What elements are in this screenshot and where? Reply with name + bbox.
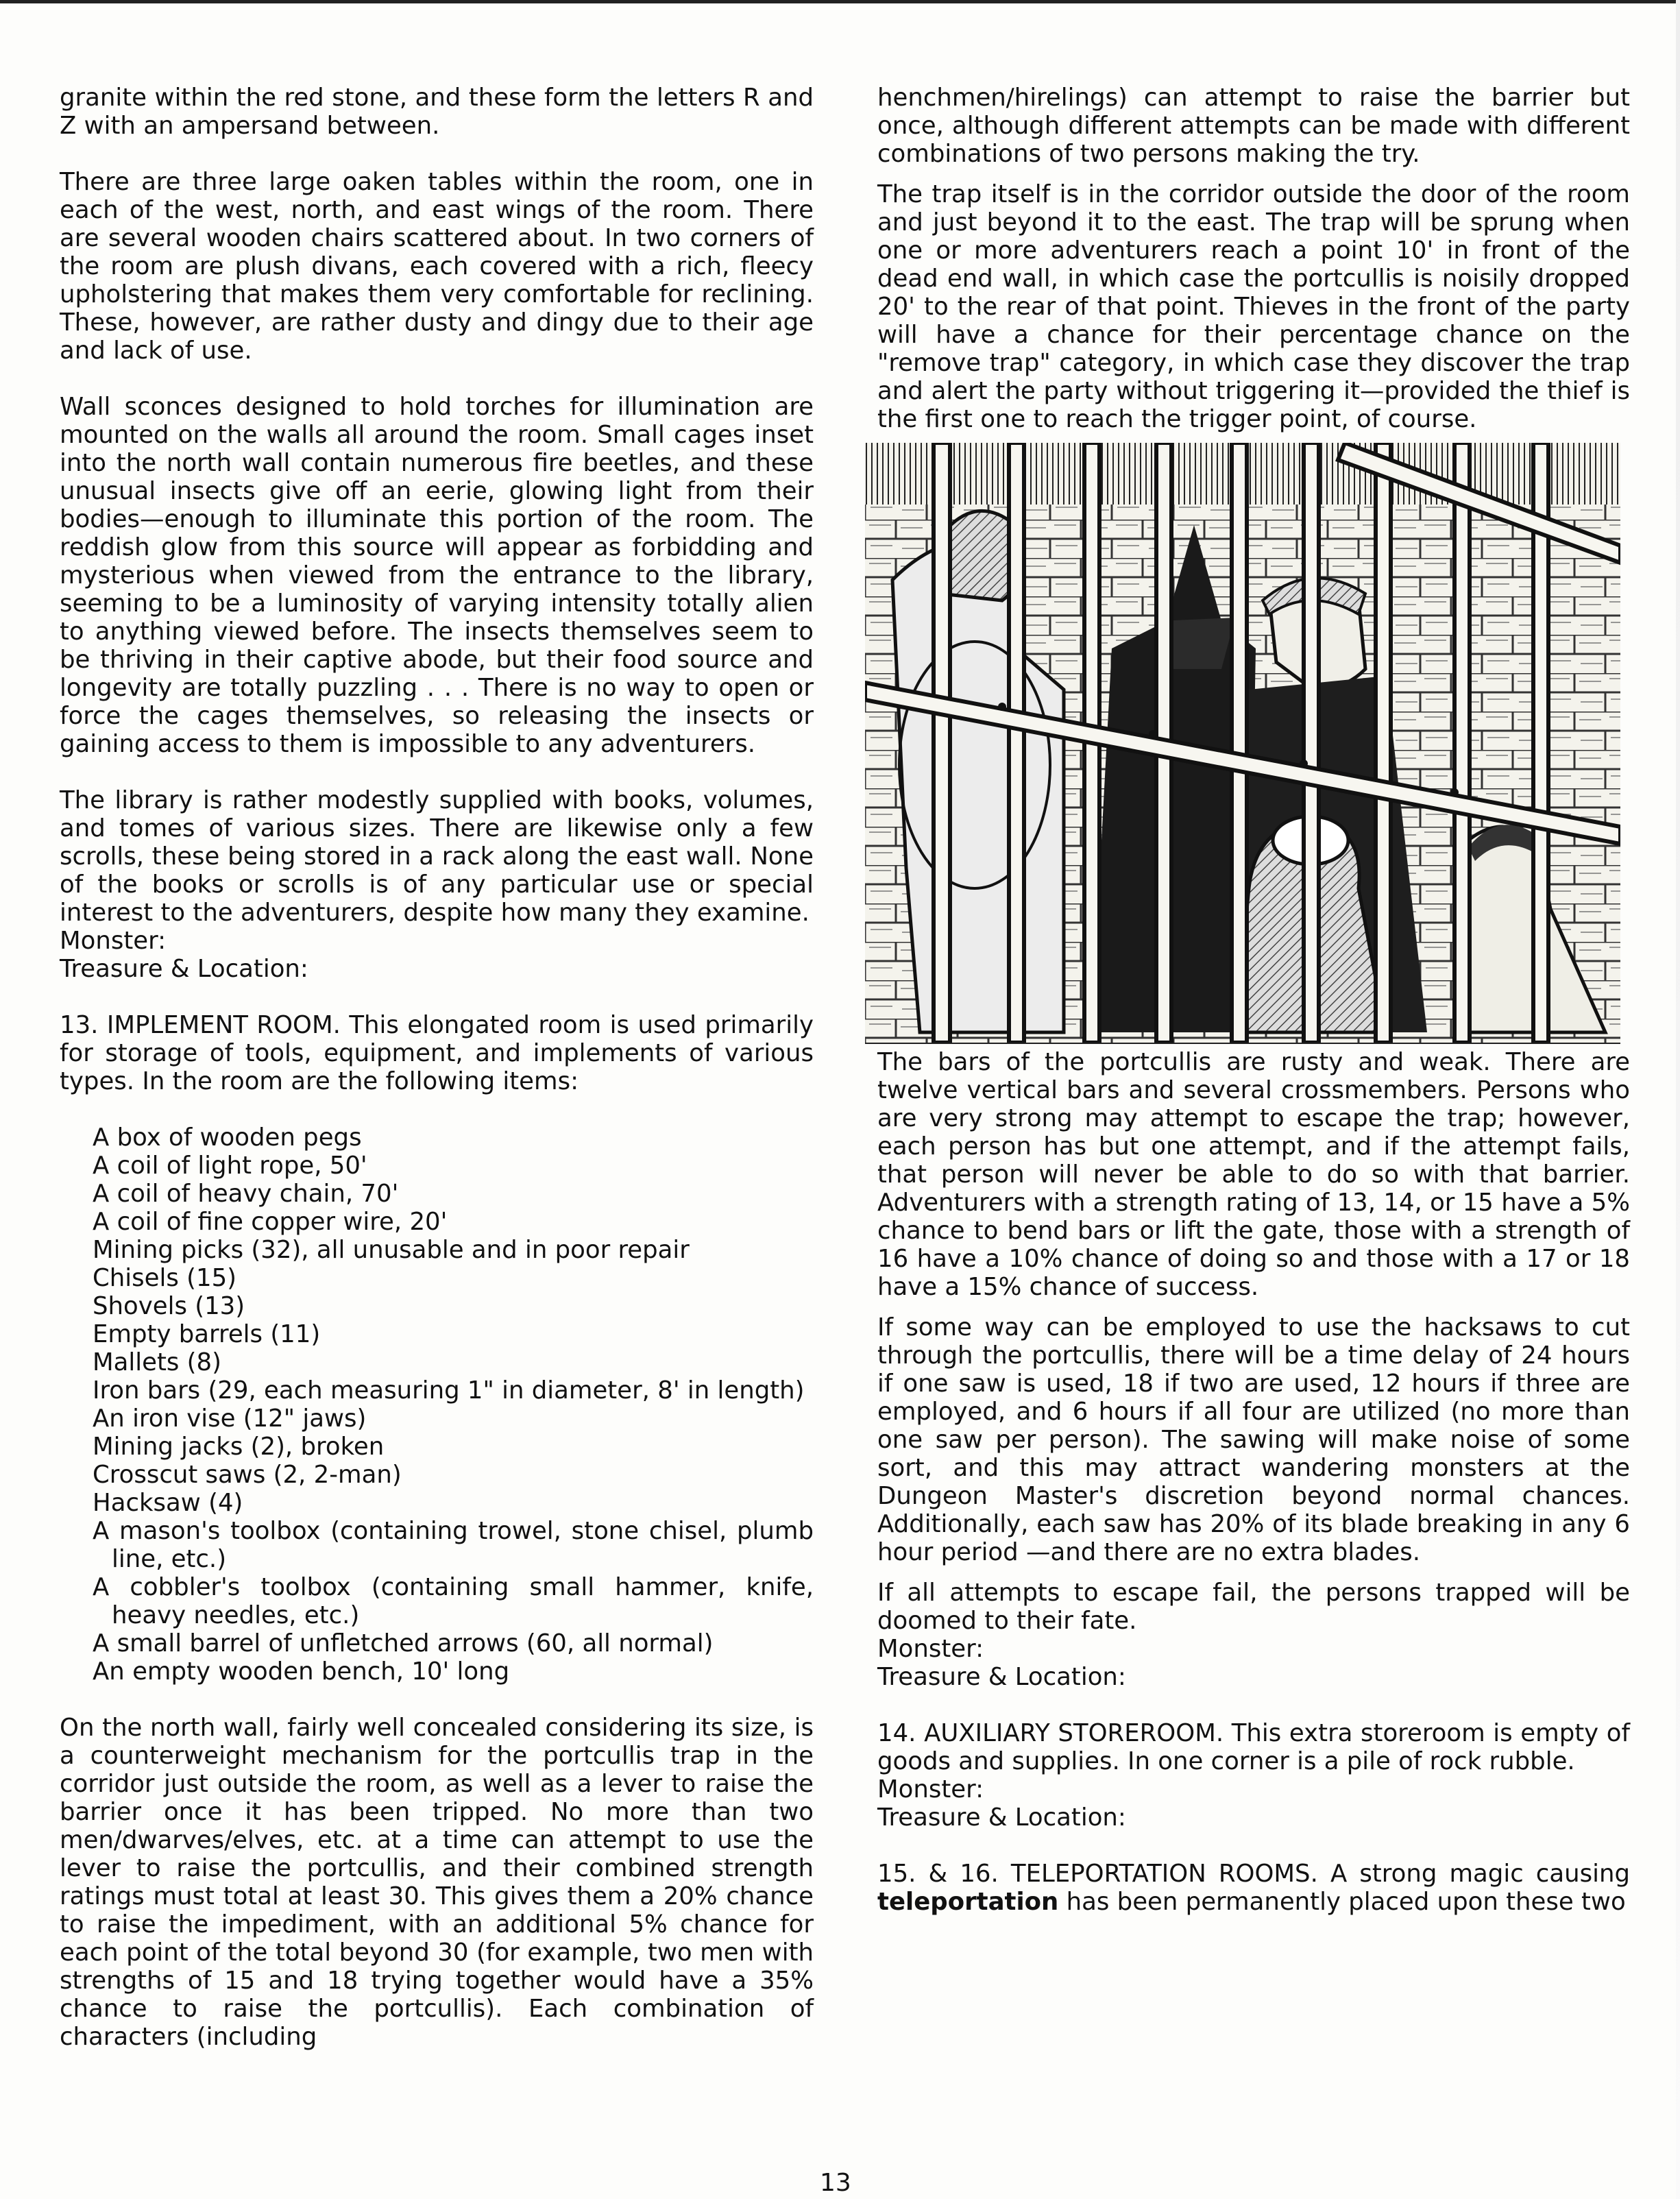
room-15-16-heading: 15. & 16. TELEPORTATION ROOMS. bbox=[877, 1860, 1318, 1888]
list-item: A cobbler's toolbox (containing small hammer, knife, heavy needles, etc.) bbox=[93, 1573, 814, 1629]
list-item: Mallets (8) bbox=[93, 1348, 221, 1376]
list-item: An empty wooden bench, 10' long bbox=[93, 1657, 510, 1686]
treasure-label-right: Treasure & Location: bbox=[877, 1663, 1126, 1691]
page-number: 13 bbox=[820, 2169, 851, 2197]
illustration-svg bbox=[865, 443, 1620, 1043]
fate-paragraph: If all attempts to escape fail, the persons trapped will be doomed to their fate. bbox=[877, 1579, 1630, 1635]
left-column bbox=[60, 84, 814, 2051]
list-item: Mining picks (32), all unusable and in poor repair bbox=[93, 1236, 690, 1264]
room-13-heading: 13. IMPLEMENT ROOM. bbox=[60, 1011, 341, 1039]
room-14-heading: 14. AUXILIARY STOREROOM. bbox=[877, 1719, 1224, 1747]
library-paragraph-1: granite within the red stone, and these form the letters R and Z with an ampersand between. bbox=[60, 84, 814, 140]
hacksaw-paragraph: If some way can be employed to use the hacksaws to cut through the portcullis, there will be a time delay of 24 hours if one saw is used, 18 if two are used, 12 hours if three are employed, and 6 hours if all four are utilized (no more than one saw per person). The sawing will make noise of some sort, and this may attract wandering monsters at the Dungeon Master's discretion beyond normal chances. Additionally, each saw has 20% of its blade breaking in any 6 hour period —and there are no extra blades. bbox=[877, 1313, 1630, 1566]
list-item: Empty barrels (11) bbox=[93, 1320, 321, 1348]
portcullis-bars bbox=[934, 443, 1548, 1043]
library-paragraph-3: Wall sconces designed to hold torches for illumination are mounted on the walls all around the room. Small cages inset into the north wall contain numerous fire beetles, and these unusual insects give off an eerie, glowing light from their bodies—enough to illuminate this portion of the room. The reddish glow from this source will appear as forbidding and mysterious when viewed from the entrance to the library, seeming to be a luminosity of varying intensity totally alien to anything viewed before. The insects themselves seem to be thriving in their captive abode, but their food source and longevity are totally puzzling . . . There is no way to open or force the cages themselves, so releasing the insects or gaining access to them is impossible to any adventurers. bbox=[60, 393, 814, 758]
barrier-paragraph: henchmen/hirelings) can attempt to raise the barrier but once, although different attempts can be made with different combinations of two persons making the try. bbox=[877, 84, 1630, 168]
teleportation-term: teleportation bbox=[877, 1888, 1059, 1916]
monster-label: Monster: bbox=[60, 927, 167, 955]
room-15-16-entry bbox=[877, 1860, 1630, 1916]
list-item: A coil of light rope, 50' bbox=[93, 1152, 367, 1180]
room-13-intro: This elongated room is used primarily for storage of tools, equipment, and implements of various types. In the room are the following items: bbox=[60, 1011, 814, 1095]
monster-label-right: Monster: bbox=[877, 1635, 984, 1663]
room-14-text: This extra storeroom is empty of goods and supplies. In one corner is a pile of rock rubble. bbox=[877, 1719, 1631, 1775]
list-item: Iron bars (29, each measuring 1" in diameter, 8' in length) bbox=[93, 1376, 805, 1405]
room-15-16-text-b: has been permanently placed upon these two bbox=[1066, 1888, 1626, 1916]
list-item: Chisels (15) bbox=[93, 1264, 237, 1292]
list-item: A coil of fine copper wire, 20' bbox=[93, 1208, 448, 1236]
top-border-rule bbox=[0, 0, 1680, 3]
portcullis-illustration bbox=[865, 443, 1620, 1044]
list-item: A box of wooden pegs bbox=[93, 1123, 362, 1152]
list-item: Crosscut saws (2, 2-man) bbox=[93, 1461, 402, 1489]
bars-paragraph: The bars of the portcullis are rusty and weak. There are twelve vertical bars and several crossmembers. Persons who are very strong may attempt to escape the trap; however, each person has but one attempt, and if the attempt fails, that person will never be able to do so with that barrier. Adventurers with a strength rating of 13, 14, or 15 have a 5% chance to bend bars or lift the gate, those with a strength of 16 have a 10% chance of doing so and those with a 17 or 18 have a 15% chance of success. bbox=[877, 1048, 1630, 1301]
library-paragraph-2: There are three large oaken tables within the room, one in each of the west, north, and east wings of the room. There are several wooden chairs scattered about. In two corners of the room are plush divans, each covered with a rich, fleecy upholstering that makes them very comfortable for reclining. These, however, are rather dusty and dingy due to their age and lack of use. bbox=[60, 168, 814, 365]
treasure-label-right-2: Treasure & Location: bbox=[877, 1803, 1126, 1832]
list-item: A coil of heavy chain, 70' bbox=[93, 1180, 399, 1208]
room-15-16-text-a: A strong magic causing bbox=[1330, 1860, 1630, 1888]
right-column bbox=[877, 84, 1630, 1916]
list-item: A mason's toolbox (containing trowel, stone chisel, plumb line, etc.) bbox=[93, 1517, 814, 1573]
room-13-entry bbox=[60, 1011, 814, 1095]
page-edge bbox=[1676, 0, 1680, 2199]
list-item: An iron vise (12" jaws) bbox=[93, 1405, 367, 1433]
list-item: Shovels (13) bbox=[93, 1292, 245, 1320]
list-item: Hacksaw (4) bbox=[93, 1489, 243, 1517]
implement-list bbox=[60, 1123, 814, 1686]
list-item: Mining jacks (2), broken bbox=[93, 1433, 385, 1461]
trap-paragraph: The trap itself is in the corridor outside the door of the room and just beyond it to the east. The trap will be sprung when one or more adventurers reach a point 10' in front of the dead end wall, in which case the portcullis is noisily dropped 20' to the rear of that point. Thieves in the front of the party will have a chance for their percentage chance on the "remove trap" category, in which case they discover the trap and alert the party without triggering it—provided the thief is the first one to reach the trigger point, of course. bbox=[877, 180, 1630, 433]
monster-label-right-2: Monster: bbox=[877, 1775, 984, 1803]
library-paragraph-4: The library is rather modestly supplied with books, volumes, and tomes of various sizes. There are likewise only a few scrolls, these being stored in a rack along the east wall. None of the books or scrolls is of any particular use or special interest to the adventurers, despite how many they examine. bbox=[60, 786, 814, 927]
treasure-label: Treasure & Location: bbox=[60, 955, 308, 983]
counterweight-paragraph: On the north wall, fairly well concealed considering its size, is a counterweight mechanism for the portcullis trap in the corridor just outside the room, as well as a lever to raise the barrier once it has been tripped. No more than two men/dwarves/elves, etc. at a time can attempt to use the lever to raise the portcullis, and their combined strength ratings must total at least 30. This gives them a 20% chance to raise the impediment, with an additional 5% chance for each point of the total beyond 30 (for example, two men with strengths of 15 and 18 trying together would have a 35% chance to raise the portcullis). Each combination of characters (including bbox=[60, 1714, 814, 2051]
room-14-entry bbox=[877, 1719, 1630, 1775]
list-item: A small barrel of unfletched arrows (60, all normal) bbox=[93, 1629, 714, 1657]
